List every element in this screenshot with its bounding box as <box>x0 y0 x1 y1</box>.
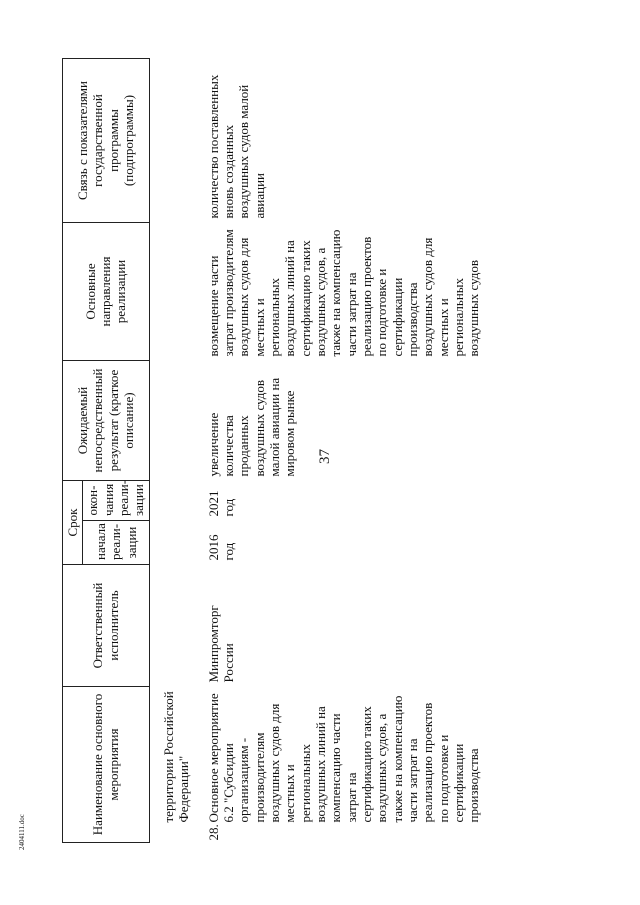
row-link: количество поставленных вновь созданных воздушных судов малой авиации <box>205 74 267 219</box>
header-name: Наименование основного мероприятия <box>63 687 150 843</box>
page-number: 37 <box>317 449 333 464</box>
continuation-name: территории Российской Федерации" <box>161 691 192 823</box>
row-name: Основное мероприятие 6.2 "Субсидии организациям - производителям воздушных судов для местных и региональных воздушных линий на компенсацию части затрат на сертификацию таких воздушных судов, а также на компенсацию части затрат на реализацию проектов по подготовке и сертификации производства <box>205 693 482 823</box>
table-row <box>204 59 484 843</box>
row-start: 2016 год <box>205 534 237 561</box>
footer-doc-code: 2404111.doc <box>18 814 26 850</box>
row-result: увеличение количества проданных воздушных судов малой авиации на мировом рынке <box>205 377 298 477</box>
program-table <box>62 58 484 843</box>
table-header <box>63 59 150 843</box>
row-end: 2021 год <box>205 490 237 517</box>
continuation-row <box>159 59 194 843</box>
header-start: начала реали- зации <box>83 521 149 565</box>
row-number: 28. <box>205 824 221 841</box>
header-directions: Основные направления реализации <box>63 223 150 361</box>
row-executor: Минпромторг России <box>205 605 237 683</box>
header-link: Связь с показателями государственной программы (подпрограммы) <box>63 59 150 223</box>
header-result: Ожидаемый непосредственный результат (краткое описание) <box>63 361 150 481</box>
header-end: окон- чания реали- зации <box>83 481 149 521</box>
header-term: Срок <box>63 481 83 565</box>
header-executor: Ответственный исполнитель <box>63 565 150 687</box>
rotated-table-page <box>62 59 572 843</box>
row-directions: возмещение части затрат производителям воздушных судов для местных и региональных воздушных линий на сертификацию таких воздушных судов, а также на компенсацию части затрат на реализацию проектов по подготовке и сертификации производства воздушных судов для местных и региональных воздушных судов <box>205 229 482 357</box>
